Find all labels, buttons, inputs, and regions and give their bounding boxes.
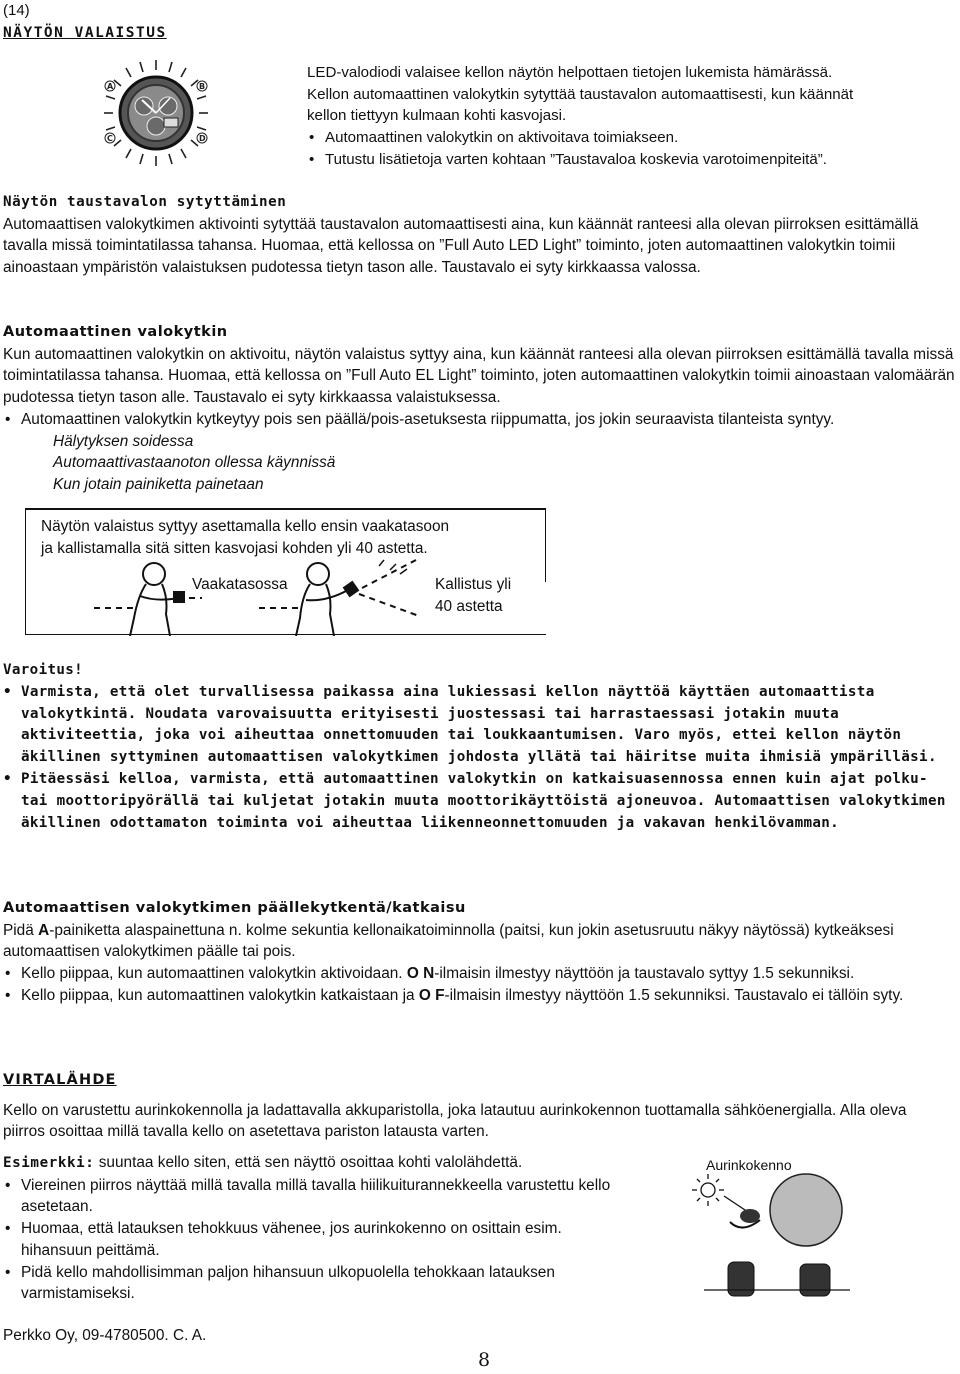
page-number: 8 <box>478 1349 491 1371</box>
warning-heading: Varoitus! <box>3 662 84 678</box>
intro-line: Kellon automaattinen valokytkin sytyttää taustavalon automaattisesti, kun käännät <box>307 85 854 103</box>
power-section <box>3 1070 943 1143</box>
intro-line: kellon tiettyyn kulmaan kohti kasvojasi. <box>307 107 567 125</box>
example-block <box>3 1152 628 1305</box>
auto-switch-text: Kun automaattinen valokytkin on aktivoitu, näytön valaistus syttyy aina, kun käännät ranteesi alla olevan piirroksen esittämällä tavalla missä toimintatilassa tahansa. Huomaa, että kellossa on ”Full Auto EL Light” toiminto, joten automaattinen valokytkin toimii ainoastaan valomäärän pudotessa tietyn tason alle. Taustavalo ei syty kirkkaassa valaistuksessa. <box>3 345 955 407</box>
example-line: Esimerkki: suuntaa kello siten, että sen näyttö osoittaa kohti valolähdettä. <box>3 1154 523 1171</box>
watch-illustration <box>98 58 214 168</box>
backlight-heading: Näytön taustavalon sytyttäminen <box>3 194 287 210</box>
condition-item: Automaattivastaanoton ollessa käynnissä <box>53 454 336 472</box>
power-heading: VIRTALÄHDE <box>3 1072 117 1088</box>
watch-mark-b: B <box>199 82 206 91</box>
toggle-intro: Pidä A-painiketta alaspainettuna n. kolme sekuntia kellonaikatoiminnolla (paitsi, kun jokin asetusruutu näkyy näytössä) kytkeäksesi automaattisen valokytkimen päälle tai pois. <box>3 921 894 961</box>
intro-text <box>307 62 957 171</box>
auto-switch-heading: Automaattinen valokytkin <box>3 324 228 340</box>
toggle-on-bullet: • Kello piippaa, kun automaattinen valokytkin aktivoidaan. O N-ilmaisin ilmestyy näyttöön ja taustavalo syttyy 1.5 sekunniksi. <box>3 963 948 985</box>
label-tilt-line: 40 astetta <box>435 597 503 615</box>
figure-caption-line: ja kallistamalla sitä sitten kasvojasi kohden yli 40 astetta. <box>41 539 428 557</box>
backlight-section <box>3 192 953 279</box>
toggle-off-bullet: • Kello piippaa, kun automaattinen valokytkin katkaistaan ja O F-ilmaisin ilmestyy näyttöön 1.5 sekunniksi. Taustavalo ei tällöin syty. <box>3 985 948 1007</box>
warning-bullet: • Varmista, että olet turvallisessa paikassa aina lukiessasi kellon näyttöä käyttäen automaattista valokytkintä. Noudata varovaisuutta erityisesti juostessasi tai harrastaessasi jotakin muuta aktiviteettia, joka voi aiheuttaa onnettomuuden tai loukkaantumisen. Varo myös, ettei kellon näytön äkillinen syttyminen automaattisen valokytkimen johdosta yllätä tai häiritse muita ihmisiä ympärilläsi. <box>3 682 949 769</box>
example-bullet: • Huomaa, että latauksen tehokkuus vähenee, jos aurinkokenno on osittain esim. hihansuun peittämä. <box>3 1218 628 1261</box>
backlight-text: Automaattisen valokytkimen aktivointi sytyttää taustavalon automaattisesti aina, kun käännät ranteesi alla olevan piirroksen esittämällä tavalla missä toimintatilassa tahansa. Huomaa, että kellossa on ”Full Auto LED Light” toiminto, joten automaattinen valokytkin toimii ainoastaan ympäristön valaistuksen pudotessa tietyn tason alle. Taustavalo ei syty kirkkaassa valossa. <box>3 215 919 277</box>
example-bullet: • Pidä kello mahdollisimman paljon hihansuun ulkopuolella tehokkaan latauksen varmistamiseksi. <box>3 1262 628 1305</box>
condition-item: Kun jotain painiketta painetaan <box>53 475 264 493</box>
solar-figure-label: Aurinkokenno <box>706 1157 792 1173</box>
figure-caption-line: Näytön valaistus syttyy asettamalla kello ensin vaakatasoon <box>41 518 450 535</box>
wrist-figure-box <box>25 508 546 635</box>
label-horizontal: Vaakatasossa <box>192 576 288 593</box>
label-tilt <box>435 574 511 617</box>
auto-switch-bullet: • Automaattinen valokytkin kytkeytyy pois sen päällä/pois-asetuksesta riippumatta, jos jokin seuraavista tilanteista syntyy. <box>3 409 955 431</box>
toggle-heading: Automaattisen valokytkimen päällekytkentä/katkaisu <box>3 900 466 916</box>
condition-item: Hälytyksen soidessa <box>53 432 194 450</box>
intro-bullet: • Tutustu lisätietoja varten kohtaan ”Taustavaloa koskevia varotoimenpiteitä”. <box>307 149 957 171</box>
toggle-section <box>3 898 948 1007</box>
page-title: NÄYTÖN VALAISTUS <box>3 25 167 41</box>
on-indicator: O N <box>406 965 435 983</box>
warning-section <box>3 660 949 834</box>
page-section-number: (14) <box>3 2 30 19</box>
watch-mark-a: A <box>107 82 114 91</box>
example-label: Esimerkki: <box>3 1155 95 1171</box>
condition-list <box>3 431 955 496</box>
watch-mark-d: D <box>199 134 206 143</box>
label-tilt-line: Kallistus yli <box>435 576 512 593</box>
auto-switch-section <box>3 322 955 496</box>
off-indicator: O F <box>418 986 445 1004</box>
warning-bullet: • Pitäessäsi kelloa, varmista, että automaattinen valokytkin on katkaisuasennossa ennen kuin ajat polku- tai moottoripyörällä tai kuljetat jotakin muuta moottorikäyttöistä ajoneuvoa. Automaattisen valokytkimen äkillinen odottamaton toiminta voi aiheuttaa liikenneonnettomuuden ja vakavan henkilövamman. <box>3 769 949 834</box>
intro-bullet: • Automaattinen valokytkin on aktivoitava toimiakseen. <box>307 127 957 149</box>
solar-cell-illustration <box>690 1172 850 1314</box>
intro-line: LED-valodiodi valaisee kellon näytön helpottaen tietojen lukemista hämärässä. <box>307 64 833 81</box>
button-label: A <box>38 921 50 939</box>
footer-company: Perkko Oy, 09-4780500. C. A. <box>3 1327 207 1344</box>
example-bullet: • Viereinen piirros näyttää millä tavalla millä tavalla hiilikuiturannekkeella varustettu kello asetetaan. <box>3 1175 628 1218</box>
power-text: Kello on varustettu aurinkokennolla ja ladattavalla akkuparistolla, joka latautuu aurinkokennon tuottamalla sähköenergialla. Alla oleva piirros osoittaa millä tavalla kello on asetettava pariston latausta varten. <box>3 1101 907 1141</box>
watch-mark-c: C <box>107 134 113 143</box>
